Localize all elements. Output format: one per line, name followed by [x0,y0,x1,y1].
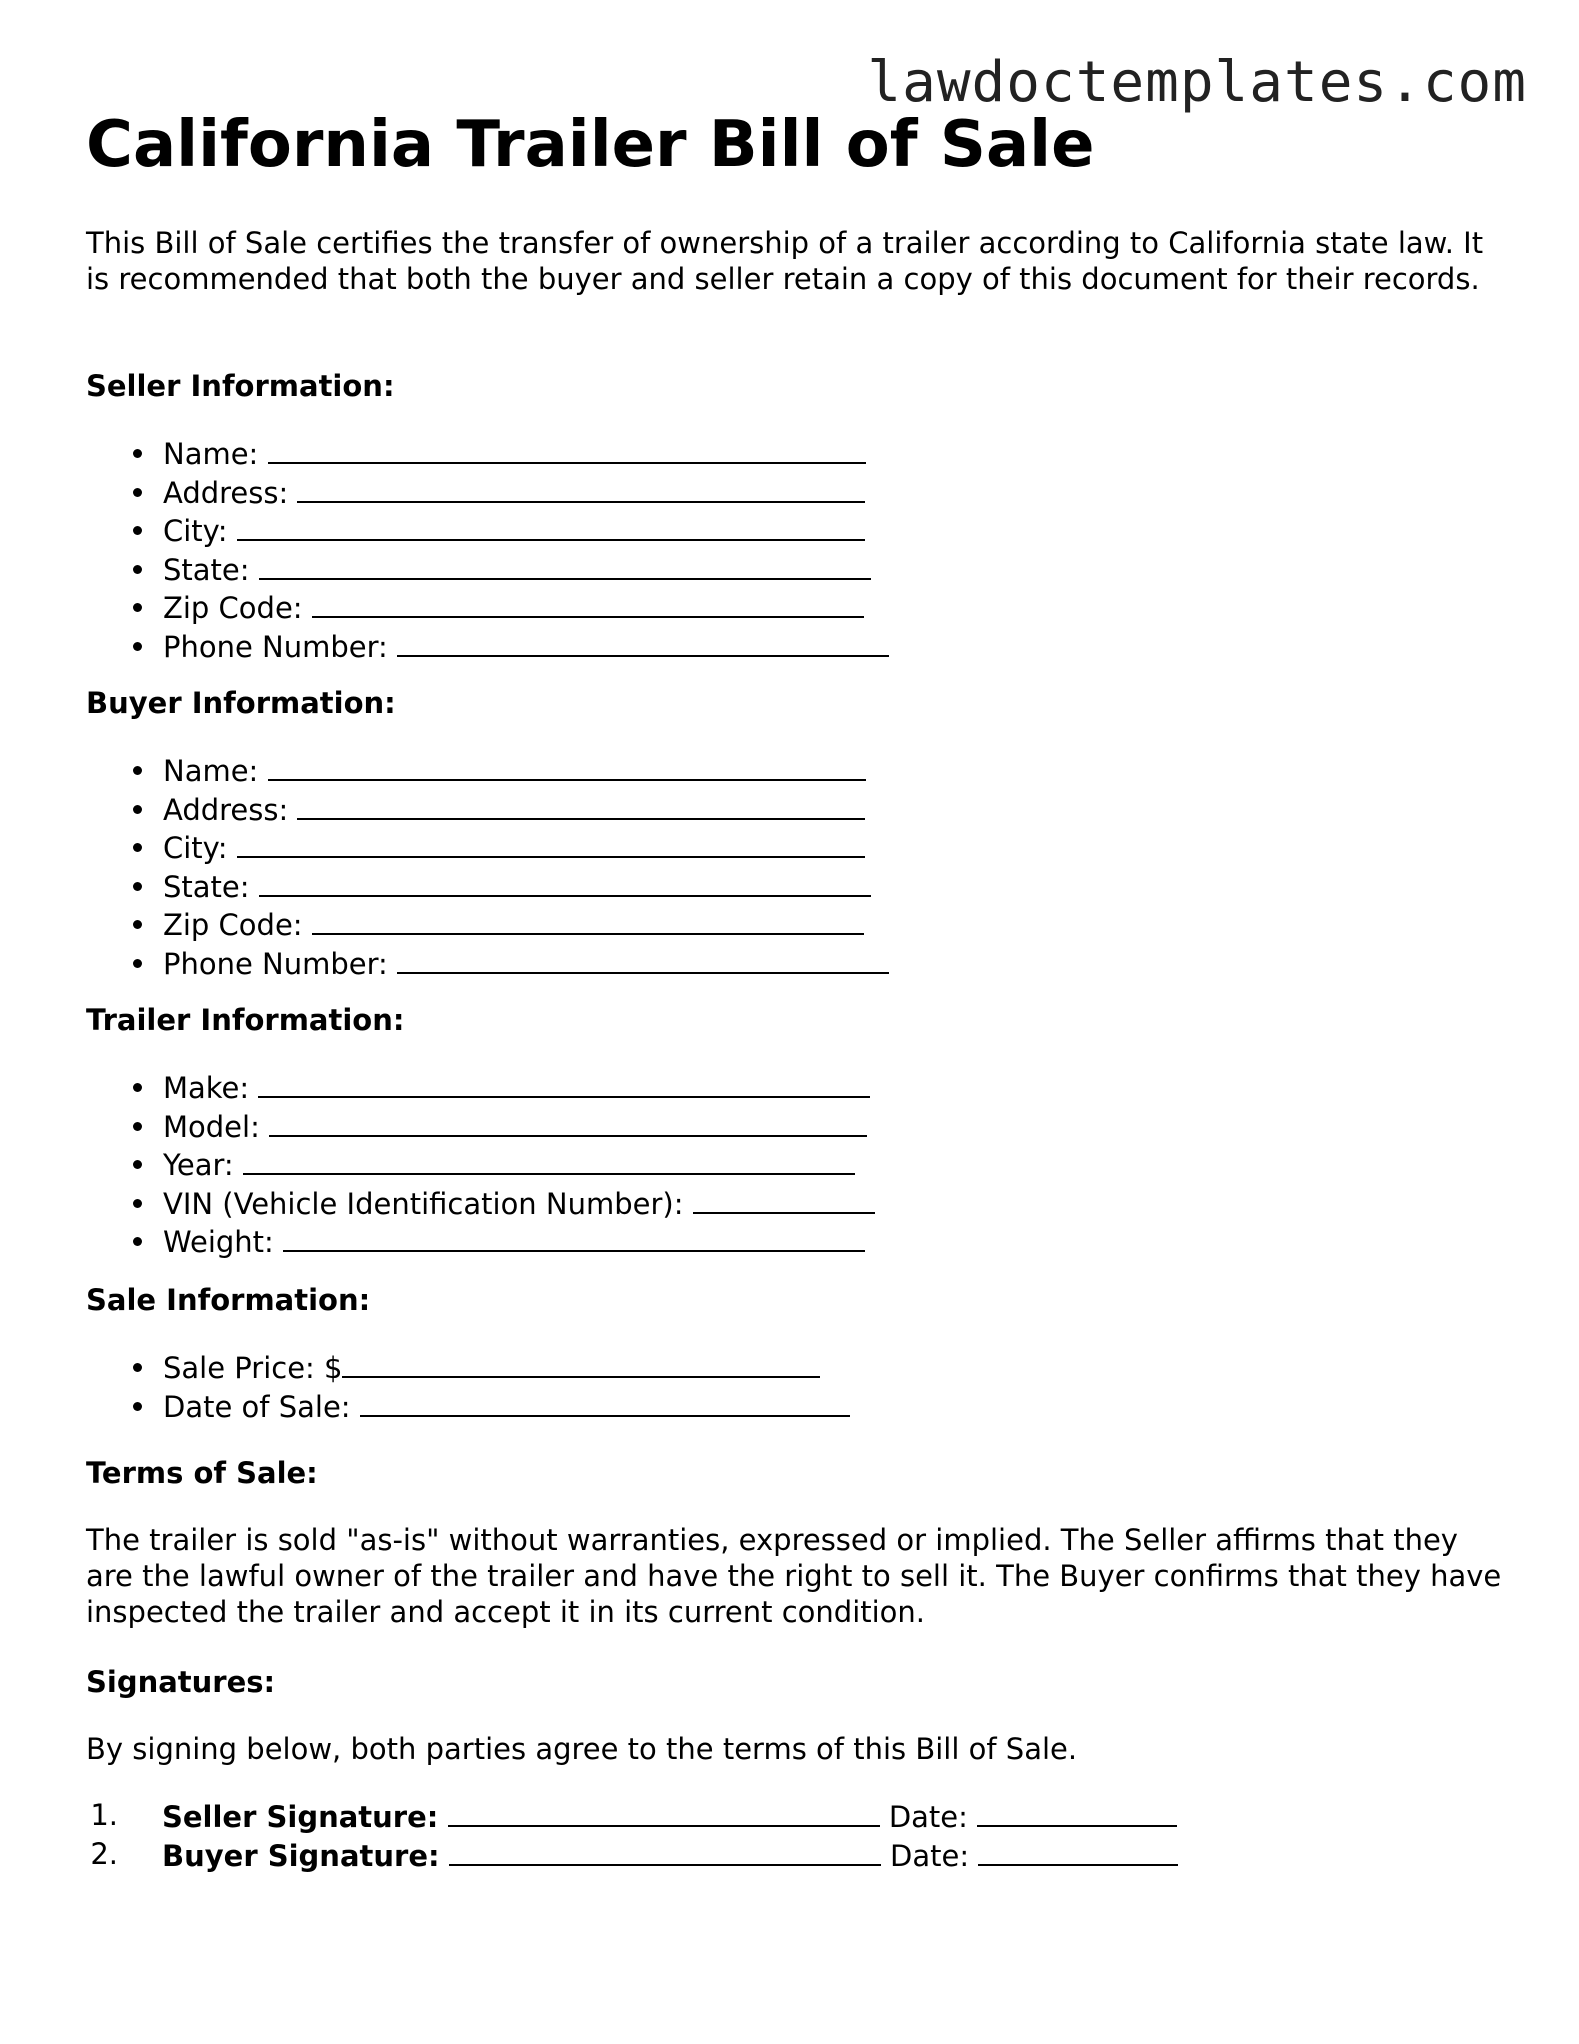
date-label: Date: [890,1838,970,1873]
city-field-line[interactable] [237,511,865,541]
page-title: California Trailer Bill of Sale [86,108,1095,182]
trailer-heading: Trailer Information: [86,1003,405,1037]
list-item [163,828,889,867]
list-item [163,511,889,550]
model-field-line[interactable] [269,1107,867,1137]
signatures-heading: Signatures: [86,1665,276,1699]
signature-list [86,1797,1178,1874]
field-label: State: [163,552,250,587]
field-label: Weight: [163,1225,274,1259]
list-item [163,1387,850,1426]
sale-fields [86,1348,850,1425]
watermark: lawdoctemplates.com [867,50,1527,115]
address-field-line[interactable] [297,790,865,820]
list-item [163,588,889,627]
trailer-fields [86,1068,875,1261]
terms-heading: Terms of Sale: [86,1456,318,1490]
weight-field-line[interactable] [283,1222,865,1252]
list-item [163,867,889,906]
buyer-date-line[interactable] [978,1836,1178,1866]
phone-number-field-line[interactable] [397,627,889,657]
state-field-line[interactable] [259,550,871,580]
list-item [163,1348,850,1387]
field-label: Model: [163,1109,260,1144]
field-label: Phone Number: [163,946,388,981]
field-label: Zip Code: [163,908,303,942]
name-field-line[interactable] [268,751,866,781]
buyer-signature-label: Buyer Signature: [162,1838,440,1873]
list-item [163,1184,875,1223]
city-field-line[interactable] [237,828,865,858]
buyer-fields [86,751,889,982]
list-item [163,1145,875,1184]
item-number: 2. [90,1836,118,1871]
seller-signature-line[interactable] [448,1797,880,1827]
seller-signature-label: Seller Signature: [162,1800,439,1834]
list-item [163,434,889,473]
buyer-signature-line[interactable] [449,1836,881,1866]
make-field-line[interactable] [258,1068,870,1098]
date-label: Date: [888,1800,968,1834]
list-item [86,1797,1178,1836]
field-label: City: [163,831,228,865]
list-item [163,473,889,512]
field-label: Make: [163,1071,250,1105]
list-item [163,1222,875,1261]
buyer-heading: Buyer Information: [86,686,396,720]
phone-number-field-line[interactable] [397,944,889,974]
address-field-line[interactable] [297,473,865,503]
field-label: Address: [163,792,289,827]
field-label: Sale Price: $ [163,1351,343,1385]
field-label: Date of Sale: [163,1389,351,1424]
year-field-line[interactable] [243,1145,855,1175]
list-item [163,550,889,589]
field-label: VIN (Vehicle Identification Number): [163,1186,684,1221]
seller-fields [86,434,889,665]
vin-field-line[interactable] [693,1184,875,1214]
sale-heading: Sale Information: [86,1283,371,1317]
field-label: State: [163,869,250,904]
field-label: City: [163,514,228,548]
list-item [163,905,889,944]
state-field-line[interactable] [259,867,871,897]
field-label: Address: [163,475,289,510]
list-item [163,1107,875,1146]
item-number: 1. [90,1798,118,1832]
field-label: Name: [163,437,259,471]
field-label: Zip Code: [163,591,303,625]
list-item [163,1068,875,1107]
zip-code-field-line[interactable] [312,588,864,618]
list-item [163,627,889,666]
seller-heading: Seller Information: [86,369,395,403]
field-label: Year: [163,1148,234,1182]
list-item [163,944,889,983]
name-field-line[interactable] [268,434,866,464]
zip-code-field-line[interactable] [312,905,864,935]
list-item [163,751,889,790]
signatures-paragraph: By signing below, both parties agree to the terms of this Bill of Sale. [86,1732,1078,1766]
date-of-sale-field-line[interactable] [360,1387,850,1417]
seller-date-line[interactable] [977,1797,1177,1827]
terms-paragraph: The trailer is sold "as-is" without warranties, expressed or implied. The Seller affirms that they are the lawful owner of the trailer and have the right to sell it. The Buyer confirms that they have inspected the trailer and accept it in its current condition. [86,1523,1502,1629]
field-label: Name: [163,754,259,788]
intro-paragraph: This Bill of Sale certifies the transfer of ownership of a trailer according to California state law. It is recommended that both the buyer and seller retain a copy of this document for their records. [86,226,1484,296]
sale-price-field-line[interactable] [342,1348,820,1378]
list-item [163,790,889,829]
field-label: Phone Number: [163,629,388,664]
list-item [86,1836,1178,1875]
